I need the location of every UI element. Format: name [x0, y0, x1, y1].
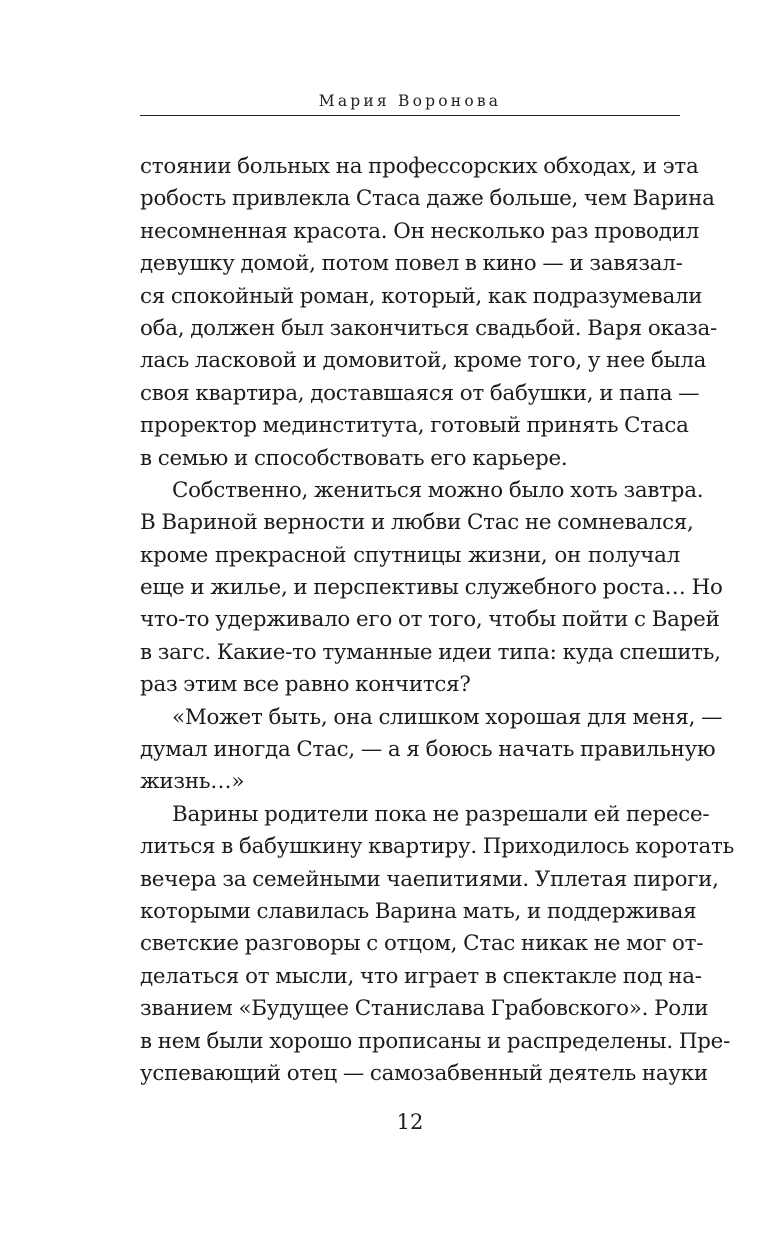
text-line: Варины родители пока не разрешали ей пересе-: [172, 801, 710, 827]
text-line: своя квартира, доставшаяся от бабушки, и папа —: [140, 380, 700, 406]
body-text: [140, 151, 735, 1090]
text-line: что-то удерживало его от того, чтобы пойти с Варей: [140, 607, 720, 633]
running-head-author: Мария Воронова: [318, 92, 502, 110]
text-line: ся спокойный роман, который, как подразумевали: [140, 283, 703, 309]
text-line: Собственно, жениться можно было хоть завтра.: [172, 477, 704, 503]
text-line: вечера за семейными чаепитиями. Уплетая пироги,: [140, 866, 719, 892]
text-line: званием «Будущее Станислава Грабовского». Роли: [140, 996, 709, 1022]
text-line: в загс. Какие-то туманные идеи типа: куда спешить,: [140, 639, 721, 665]
text-line: светские разговоры с отцом, Стас никак не мог от-: [140, 931, 704, 957]
text-line: в семью и способствовать его карьере.: [140, 445, 568, 471]
text-line: успевающий отец — самозабвенный деятель науки: [140, 1060, 708, 1086]
page-number: 12: [396, 1110, 424, 1134]
text-line: несомненная красота. Он несколько раз проводил: [140, 218, 699, 244]
text-line: в нем были хорошо прописаны и распределены. Пре-: [140, 1028, 731, 1054]
text-line: В Вариной верности и любви Стас не сомневался,: [140, 510, 694, 536]
text-line: делаться от мысли, что играет в спектакле под на-: [140, 963, 702, 989]
text-line: литься в бабушкину квартиру. Приходилось коротать: [140, 834, 735, 860]
text-line: «Может быть, она слишком хорошая для меня, —: [172, 704, 723, 730]
text-line: думал иногда Стас, — а я боюсь начать правильную: [140, 737, 716, 763]
text-line: проректор мединститута, готовый принять Стаса: [140, 413, 689, 439]
text-line: робость привлекла Стаса даже больше, чем Варина: [140, 186, 715, 212]
text-line: которыми славилась Варина мать, и поддерживая: [140, 898, 697, 924]
text-line: раз этим все равно кончится?: [140, 672, 471, 698]
header-rule: [140, 115, 680, 116]
text-line: лась ласковой и домовитой, кроме того, у нее была: [140, 348, 707, 374]
text-line: оба, должен был закончиться свадьбой. Варя оказа-: [140, 315, 717, 341]
text-line: девушку домой, потом повел в кино — и завязал-: [140, 251, 683, 277]
text-line: жизнь…»: [140, 769, 245, 795]
text-line: еще и жилье, и перспективы служебного роста… Но: [140, 575, 723, 601]
text-line: кроме прекрасной спутницы жизни, он получал: [140, 542, 680, 568]
text-line: стоянии больных на профессорских обходах, и эта: [140, 154, 699, 179]
